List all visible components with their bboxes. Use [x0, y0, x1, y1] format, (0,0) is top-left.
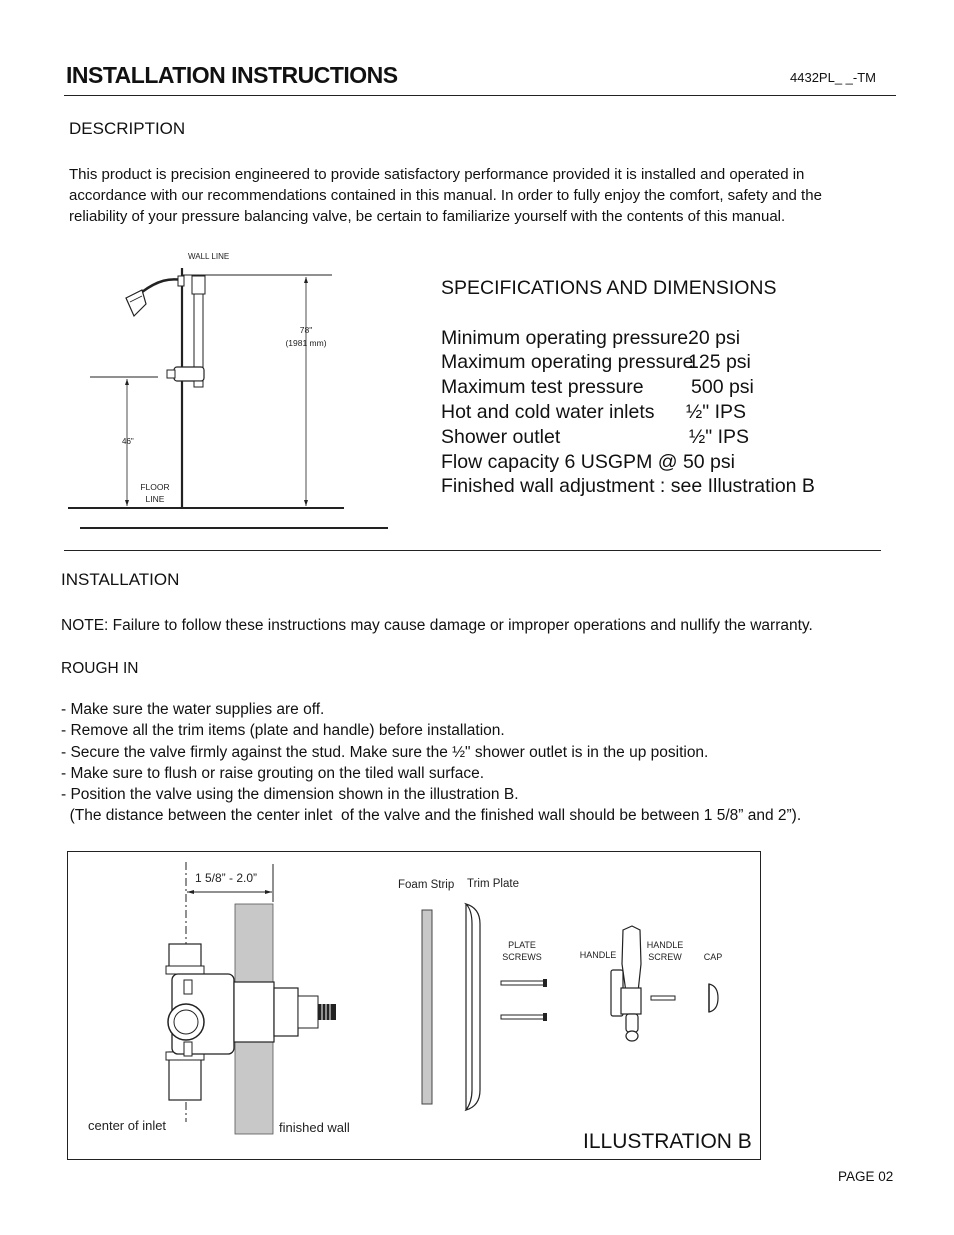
foam-strip-label: Foam Strip	[398, 879, 455, 891]
cap-icon	[709, 984, 718, 1012]
page-number: PAGE 02	[838, 1169, 894, 1184]
description-heading: DESCRIPTION	[69, 119, 186, 138]
cartridge-nut	[274, 988, 298, 1036]
valve-body	[174, 367, 204, 381]
header-divider	[64, 95, 896, 96]
plate-screws-label: PLATE	[508, 940, 536, 950]
handle-screw	[651, 996, 675, 1000]
description-line: This product is precision engineered to provide satisfactory performance provided it is installed and operated in	[69, 166, 805, 183]
spec-value: 500 psi	[691, 376, 754, 399]
floor-line-label: LINE	[145, 494, 165, 504]
illustration-b-diagram	[68, 852, 760, 1159]
list-item: - Position the valve using the dimension shown in the illustration B.	[61, 786, 519, 804]
spec-value: 20 psi	[688, 326, 741, 349]
spec-label: Maximum test pressure	[441, 376, 644, 399]
valve-cartridge	[234, 982, 274, 1042]
center-of-inlet-label: center of inlet	[88, 1118, 167, 1133]
dimension-78-mm-label: (1981 mm)	[285, 338, 327, 348]
spec-flow-capacity: Flow capacity 6 USGPM @ 50 psi	[441, 450, 735, 473]
list-item: - Secure the valve firmly against the stud. Make sure the ½" shower outlet is in the up position.	[61, 743, 709, 761]
shower-arm	[138, 279, 182, 297]
cap-label: CAP	[703, 952, 723, 962]
riser-elbow	[192, 276, 205, 294]
page-title: INSTALLATION INSTRUCTIONS	[66, 62, 398, 88]
valve-handle	[167, 370, 175, 378]
arm-flange	[178, 276, 184, 286]
trim-plate	[466, 904, 480, 1110]
list-item: - Make sure the water supplies are off.	[61, 701, 325, 718]
illustration-b-frame	[67, 851, 761, 1160]
plate-screw	[501, 1013, 547, 1021]
handle-label: HANDLE	[579, 950, 617, 960]
dimension-46-label: 46"	[122, 437, 134, 446]
plate-screw	[501, 979, 547, 987]
list-item: - Make sure to flush or raise grouting on the tiled wall surface.	[61, 764, 485, 782]
floor-label: FLOOR	[140, 482, 170, 492]
spec-value: ½" IPS	[689, 425, 750, 448]
spec-value: 125 psi	[688, 351, 751, 374]
finished-wall-label: finished wall	[279, 1120, 350, 1135]
spec-wall-adjustment: Finished wall adjustment : see Illustration B	[441, 475, 815, 498]
spec-row	[441, 400, 815, 425]
plate-screws-label-2: SCREWS	[502, 952, 542, 962]
spec-row	[441, 326, 815, 351]
model-number: 4432PL_ _-TM	[790, 70, 876, 85]
spec-label: Minimum operating pressure	[441, 326, 689, 349]
trim-plate-label: Trim Plate	[467, 878, 519, 890]
wall-line-label: WALL LINE	[188, 252, 230, 261]
spec-label: Shower outlet	[441, 425, 561, 448]
spec-label: Hot and cold water inlets	[441, 400, 655, 423]
handle-screw-label-2: SCREW	[648, 952, 682, 962]
valve-stem	[318, 1004, 336, 1020]
foam-strip	[422, 910, 432, 1104]
list-item: (The distance between the center inlet of the valve and the finished wall should be between 1 5/8” and 2”).	[61, 807, 802, 825]
shower-elevation-diagram	[60, 240, 400, 540]
installation-note: NOTE: Failure to follow these instructions may cause damage or improper operations and nullify the warranty.	[61, 617, 813, 634]
handle-icon	[611, 926, 641, 1041]
dimension-label: 1 5/8” - 2.0”	[194, 871, 258, 885]
description-line: reliability of your pressure balancing valve, be certain to familiarize yourself with the contents of this manual.	[69, 208, 786, 225]
spec-row	[441, 350, 815, 375]
section-divider	[64, 550, 881, 551]
dimension-78-label: 78"	[299, 325, 313, 335]
list-item: - Remove all the trim items (plate and handle) before installation.	[61, 722, 505, 740]
description-line: accordance with our recommendations contained in this manual. In order to fully enjoy the comfort, safety and the	[69, 187, 822, 204]
illustration-b-title: ILLUSTRATION B	[583, 1130, 752, 1153]
installation-heading: INSTALLATION	[61, 570, 180, 589]
rough-in-heading: ROUGH IN	[61, 660, 139, 677]
spec-label: Maximum operating pressure	[441, 351, 694, 374]
shower-head-icon	[126, 290, 146, 316]
spec-row	[441, 425, 815, 450]
description-text	[69, 164, 822, 227]
spec-row	[441, 375, 815, 400]
specifications-block	[441, 276, 815, 499]
specifications-heading: SPECIFICATIONS AND DIMENSIONS	[441, 277, 777, 299]
rough-in-steps	[61, 699, 801, 827]
spec-value: ½" IPS	[686, 400, 747, 423]
handle-screw-label: HANDLE	[646, 940, 684, 950]
